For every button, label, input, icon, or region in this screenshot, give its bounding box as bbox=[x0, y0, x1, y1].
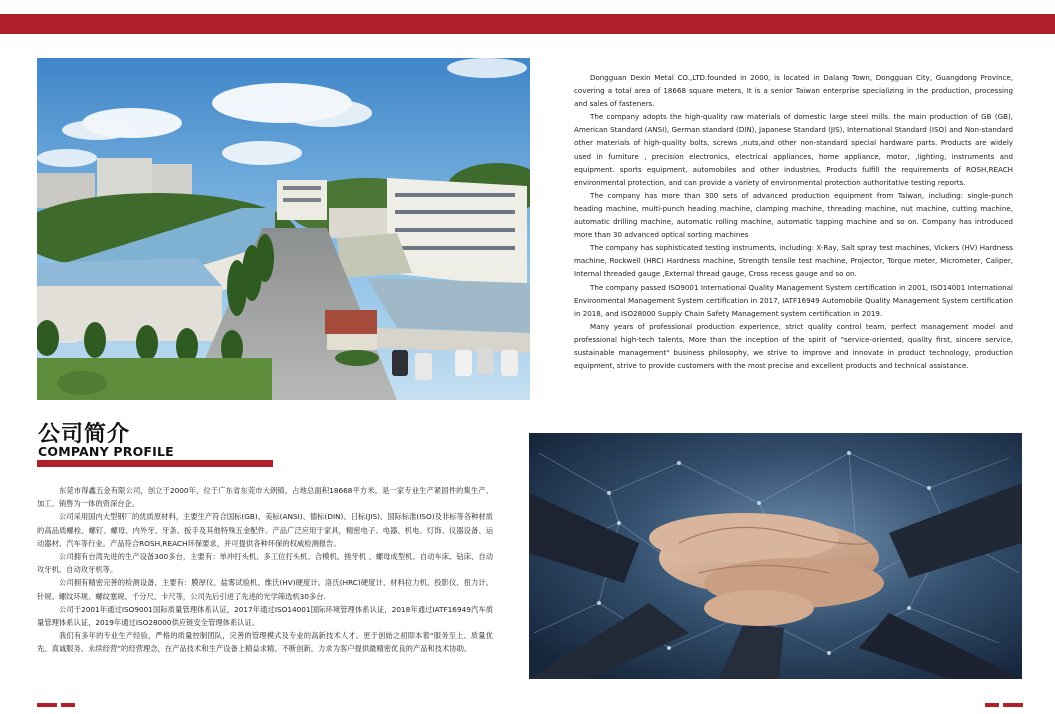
footer-mark-right-1 bbox=[985, 703, 999, 707]
footer-mark-left-1 bbox=[37, 703, 57, 707]
en-paragraph: Many years of professional production experience, strict quality control team, perfect management model and professional high-tech talents, More than the inception of the spirit of "service-oriented, quality first, sincere service, sustainable management" business philosophy, we strive to improve and innovate in product technology, production equipment, strive to provide customers with the most precise and excellent products and technical assistance. bbox=[574, 321, 1013, 371]
en-paragraph: The company passed ISO9001 International Quality Management System certification in 2001, ISO14001 International Environmental Management System certification in 2017, IATF16949 Automobile Quality Management System certification in 2018, and ISO28000 Supply Chain Safety Management system certification in 2019. bbox=[574, 282, 1013, 318]
heading-underline-bar bbox=[37, 460, 273, 467]
english-intro bbox=[574, 71, 1013, 372]
cn-paragraph: 公司拥有台湾先进的生产设备300多台，主要有：单冲打头机、多工位打头机、合模机、搓牙机 、螺母成型机、自动车床、钻床、自动攻牙机、自动攻牙机等。 bbox=[37, 552, 493, 575]
cn-paragraph: 我们有多年的专业生产经验，严格的质量控制团队，完善的管理模式及专业的高新技术人才。更于创始之初即本着“服务至上、质量优先、真诚服务、永续经营”的经营理念，在产品技术和生产设备上精益求精、不断创新，力求为客户提供最精密优良的产品和技术协助。 bbox=[37, 631, 493, 654]
hands-photo bbox=[529, 433, 1022, 679]
en-paragraph: The company adopts the high-quality raw materials of domestic large steel mills. the main production of GB (GB), American Standard (ANSI), German standard (DIN), Japanese Standard (JIS), International Standard (ISO) and Non-standard other materials of high-quality bolts, screws ,nuts,and other non-standard special hardware parts. Products are widely used in furniture , precision electronics, electrical appliances, home appliance, motor, ,lighting, instruments and equipment. sports equipment, automobiles and other industries, Products fulfill the requirements of ROSH,REACH environmental protection, and can provide a variety of environmental protection authoritative testing reports. bbox=[574, 112, 1013, 187]
chinese-intro bbox=[37, 484, 493, 656]
cn-paragraph: 公司于2001年通过ISO9001国际质量管理体系认证，2017年通过ISO14001国际环境管理体系认证，2018年通过IATF16949汽车质量管理体系认证，2019年通过ISO28000供应链安全管理体系认证。 bbox=[37, 604, 493, 628]
section-title-en: COMPANY PROFILE bbox=[38, 444, 174, 459]
en-paragraph: The company has sophisticated testing instruments, including: X-Ray, Salt spray test machines, Vickers (HV) Hardness machine, Rockwell (HRC) Hardness machine, Strength tensile test machine, Projector, Torque meter, Micrometer, Caliper, Internal threaded gauge ,External thread gauge, Cross recess gauge and so on. bbox=[574, 243, 1013, 279]
cn-paragraph: 公司采用国内大型钢厂的优质原材料，主要生产符合国标(GB)、美标(ANSI)、德标(DIN)、日标(JIS)、国际标准(ISO)及非标等各种材质的高品质螺栓、螺钉、螺母、内外牙、牙条、扳手及其他特殊五金配件。产品广泛应用于家具，精密电子、电器、机电、灯饰、仪器设备、运动器材、汽车等行业。产品符合ROSH,REACH环保要求，并可提供各种环保的权威检测报告。 bbox=[37, 512, 494, 548]
cn-paragraph: 公司拥有精密完善的检测设备，主要有：膜厚仪、盐雾试验机、维氏(HV)硬度计、洛氏(HRC)硬度计、材料拉力机、投影仪、扭力计、针规、螺纹环规、螺纹塞规、千分尺、卡尺等，公司先后引进了先进的光学筛选机30多台. bbox=[37, 578, 493, 601]
footer-mark-right-2 bbox=[1003, 703, 1023, 707]
cn-paragraph: 东莞市得鑫五金有限公司，创立于2000年，位于广东省东莞市大朗镇，占地总面积18668平方米，是一家专业生产紧固件的集生产、加工、销售为一体的资深台企。 bbox=[37, 486, 493, 509]
factory-photo bbox=[37, 58, 530, 400]
footer-mark-left-2 bbox=[61, 703, 75, 707]
section-title-cn: 公司简介 bbox=[38, 422, 131, 447]
top-red-band bbox=[0, 14, 1055, 34]
en-paragraph: The company has more than 300 sets of advanced production equipment from Taiwan, including: single-punch heading machine, multi-punch heading machine, clamping machine, threading machine, nut machine, cutting machine, automatic drilling machine, automatic rolling machine, automatic tapping machine and so on. Company has introduced more than 30 advanced optical sorting machines bbox=[574, 190, 1013, 240]
en-paragraph: Dongguan Dexin Metal CO.,LTD.founded in 2000, is located in Dalang Town, Dongguan City, Guangdong Province, covering a total area of 18668 square meters, It is a senior Taiwan enterprise specializing in the production, processing and sales of fasteners. bbox=[574, 73, 1013, 109]
